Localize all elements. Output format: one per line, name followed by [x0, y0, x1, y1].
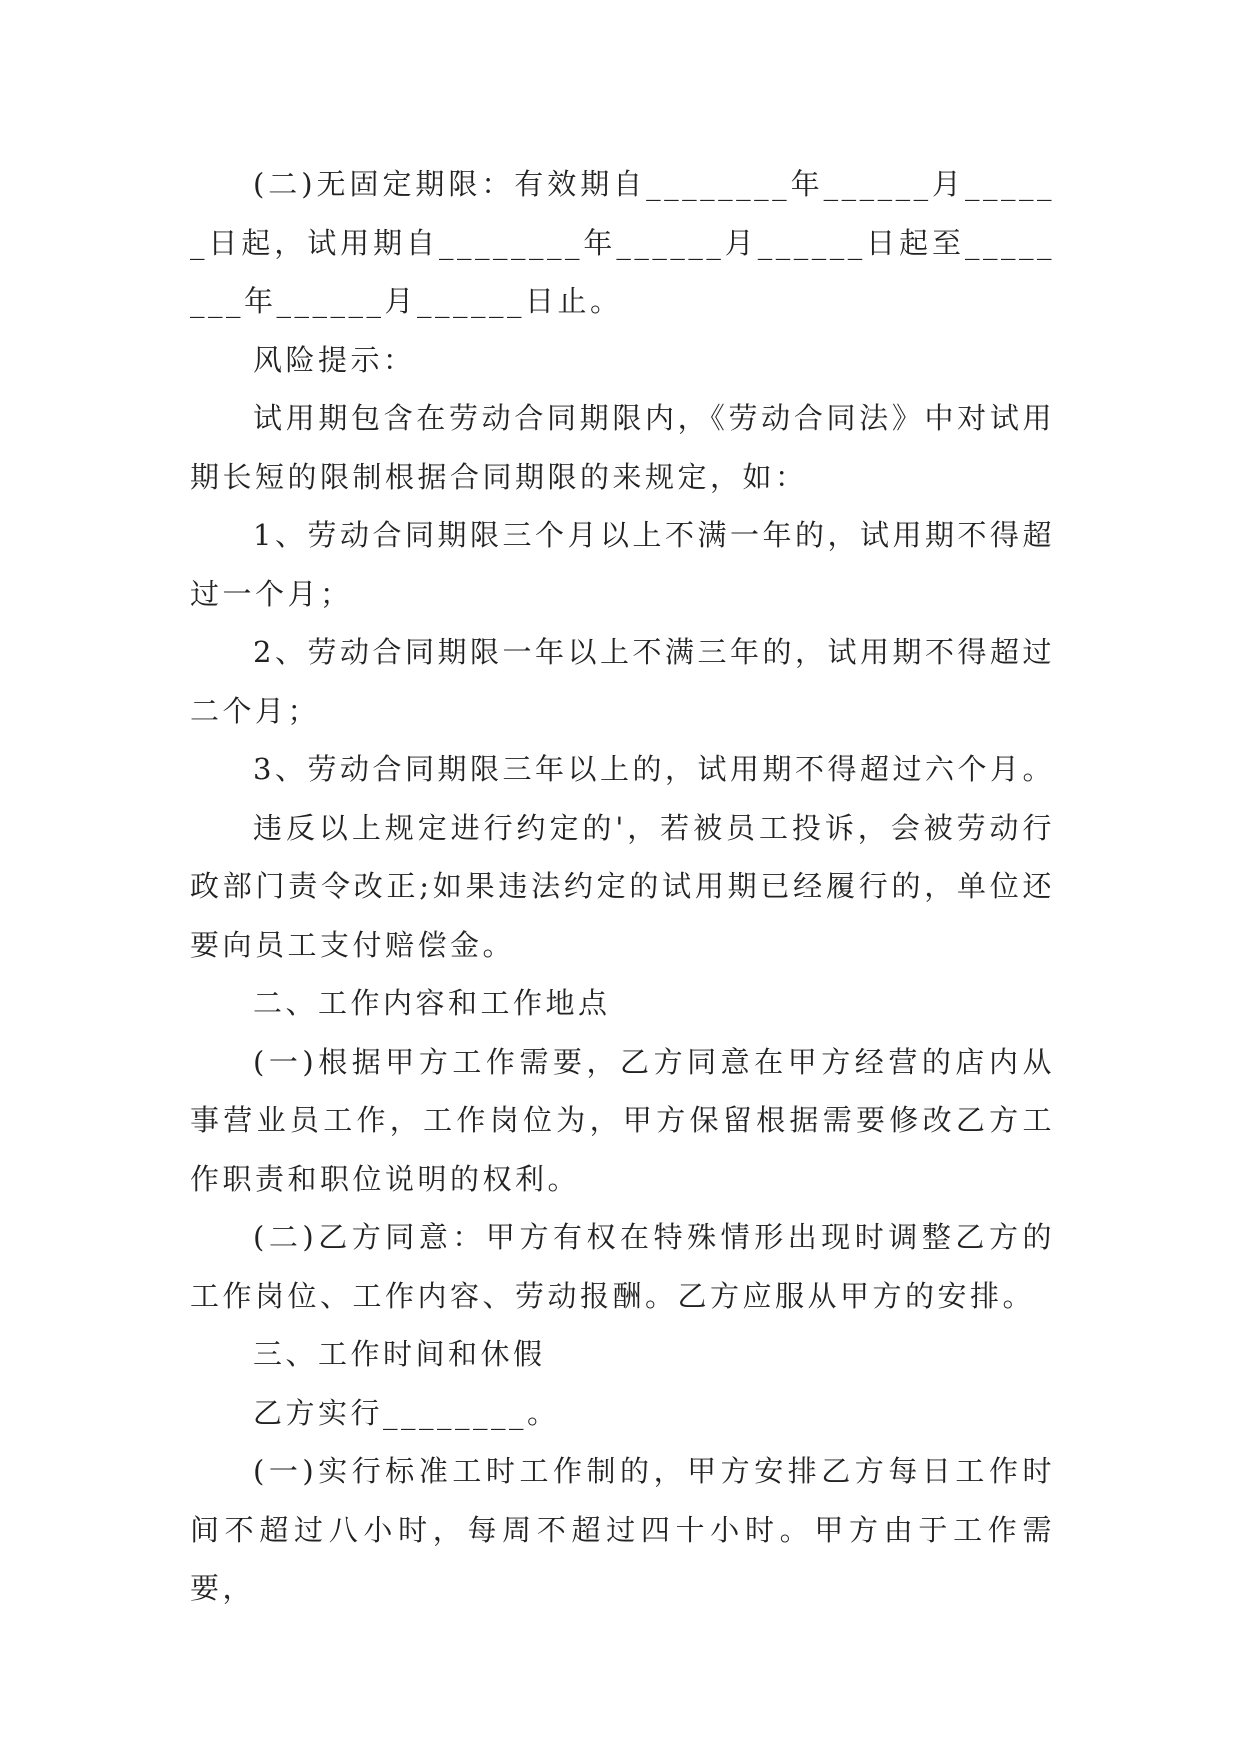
paragraph-risk-heading [190, 331, 1055, 390]
paragraph-text: 三、工作时间和休假 [253, 1337, 546, 1371]
paragraph-rule-1 [190, 506, 1055, 623]
paragraph-text: 1、劳动合同期限三个月以上不满一年的，试用期不得超过一个月； [190, 518, 1055, 611]
paragraph-text: 试用期包含在劳动合同期限内，《劳动合同法》中对试用期长短的限制根据合同期限的来规定，如： [190, 401, 1055, 494]
paragraph-probation-intro [190, 389, 1055, 506]
paragraph-text: (一)实行标准工时工作制的，甲方安排乙方每日工作时间不超过八小时，每周不超过四十小时。甲方由于工作需要， [190, 1454, 1055, 1605]
paragraph-text: (一)根据甲方工作需要，乙方同意在甲方经营的店内从事营业员工作，工作岗位为，甲方保留根据需要修改乙方工作职责和职位说明的权利。 [190, 1044, 1055, 1196]
paragraph-work-2 [190, 1208, 1055, 1325]
paragraph-text: (二)无固定期限：有效期自________年______月______日起，试用期自________年______月______日起至________年______月______日止。 [190, 167, 1055, 318]
paragraph-text: 3、劳动合同期限三年以上的，试用期不得超过六个月。 [253, 752, 1055, 786]
paragraph-text: 二、工作内容和工作地点 [253, 986, 611, 1020]
paragraph-text: 2、劳动合同期限一年以上不满三年的，试用期不得超过二个月； [190, 635, 1055, 728]
paragraph-fixed-term [190, 155, 1055, 331]
paragraph-work-system [190, 1384, 1055, 1443]
document-body [190, 155, 1055, 1618]
paragraph-work-1 [190, 1033, 1055, 1209]
paragraph-rule-2 [190, 623, 1055, 740]
section-heading-work-hours [190, 1325, 1055, 1384]
paragraph-text: 违反以上规定进行约定的'，若被员工投诉，会被劳动行政部门责令改正;如果违法约定的试用期已经履行的，单位还要向员工支付赔偿金。 [190, 810, 1055, 962]
paragraph-text: 风险提示： [253, 342, 416, 377]
paragraph-rule-3 [190, 740, 1055, 799]
paragraph-standard-hours [190, 1442, 1055, 1618]
paragraph-violation [190, 799, 1055, 975]
paragraph-text: 乙方实行________。 [253, 1395, 560, 1430]
paragraph-text: (二)乙方同意：甲方有权在特殊情形出现时调整乙方的工作岗位、工作内容、劳动报酬。乙方应服从甲方的安排。 [190, 1220, 1055, 1313]
section-heading-work-content [190, 974, 1055, 1033]
